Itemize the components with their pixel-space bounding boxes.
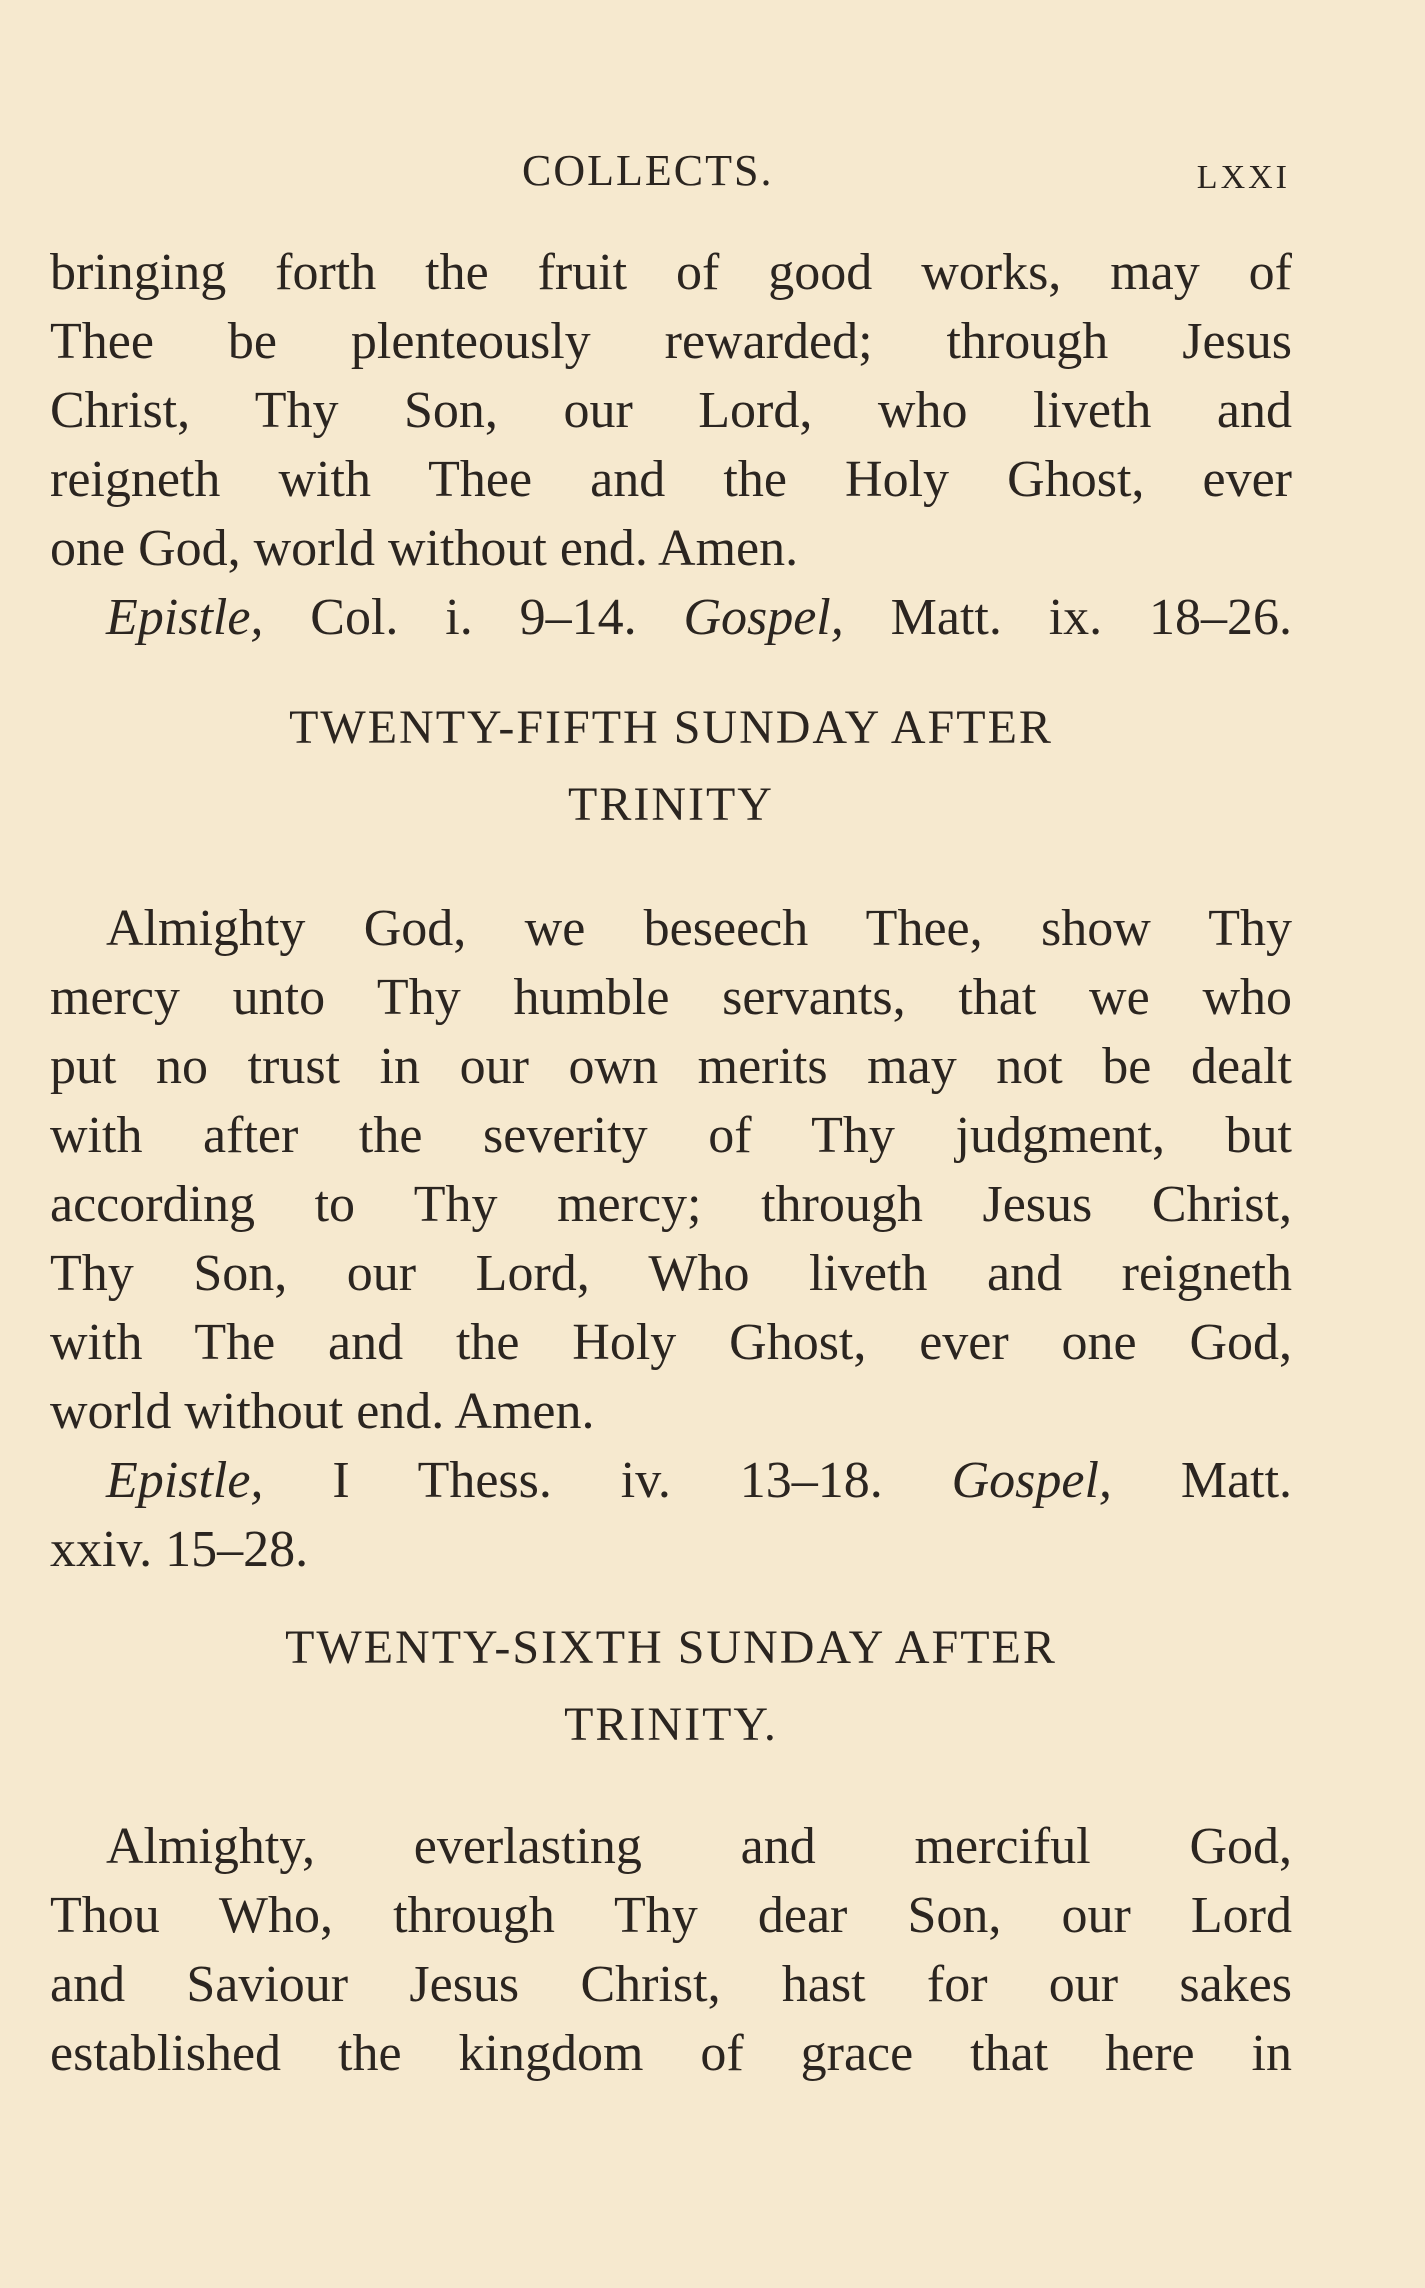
text-line: world without end. Amen. (50, 1383, 595, 1440)
text-line: one God, world without end. Amen. (50, 520, 799, 577)
text-line: reigneth with Thee and the Holy Ghost, ever (50, 451, 1292, 508)
gospel-label: Gospel, (683, 589, 844, 646)
gospel-ref: Matt. (1180, 1452, 1293, 1509)
gospel-ref: Matt. ix. 18–26. (890, 589, 1292, 646)
text-line: and Saviour Jesus Christ, hast for our sakes (50, 1956, 1292, 2013)
collect-paragraph (50, 894, 1292, 1584)
heading-line: TRINITY. (564, 1698, 778, 1751)
text-line: Thou Who, through Thy dear Son, our Lord (50, 1887, 1292, 1944)
section-heading (50, 700, 1292, 832)
scripture-reference (50, 1446, 1292, 1515)
running-head (0, 145, 1425, 205)
text-line: with The and the Holy Ghost, ever one God, (50, 1314, 1292, 1371)
epistle-ref: I Thess. iv. 13–18. (332, 1452, 883, 1509)
heading-line: TWENTY-SIXTH SUNDAY AFTER (285, 1621, 1057, 1674)
text-line: according to Thy mercy; through Jesus Christ, (50, 1176, 1292, 1233)
continuation-paragraph (50, 238, 1292, 652)
collect-paragraph (50, 1812, 1292, 2088)
text-line: bringing forth the fruit of good works, may of (50, 244, 1292, 301)
scripture-reference (50, 583, 1292, 652)
text-line: Thee be plenteously rewarded; through Jesus (50, 313, 1292, 370)
heading-line: TWENTY-FIFTH SUNDAY AFTER (289, 701, 1053, 754)
text-line: established the kingdom of grace that here in (50, 2025, 1292, 2082)
running-title: COLLECTS. (522, 146, 774, 195)
text-line: Thy Son, our Lord, Who liveth and reigneth (50, 1245, 1292, 1302)
page-number: LXXI (1196, 159, 1290, 196)
text-line: mercy unto Thy humble servants, that we who (50, 969, 1292, 1026)
gospel-label: Gospel, (951, 1452, 1112, 1509)
section-heading (50, 1620, 1292, 1752)
epistle-label: Epistle, (106, 589, 264, 646)
text-line: Christ, Thy Son, our Lord, who liveth and (50, 382, 1292, 439)
heading-line: TRINITY (568, 778, 774, 831)
text-line: with after the severity of Thy judgment, but (50, 1107, 1292, 1164)
scripture-reference-continued: xxiv. 15–28. (50, 1521, 309, 1578)
epistle-ref: Col. i. 9–14. (310, 589, 637, 646)
text-line: Almighty, everlasting and merciful God, (106, 1818, 1292, 1875)
epistle-label: Epistle, (106, 1452, 264, 1509)
text-line: put no trust in our own merits may not be dealt (50, 1038, 1292, 1095)
text-line: Almighty God, we beseech Thee, show Thy (106, 900, 1292, 957)
